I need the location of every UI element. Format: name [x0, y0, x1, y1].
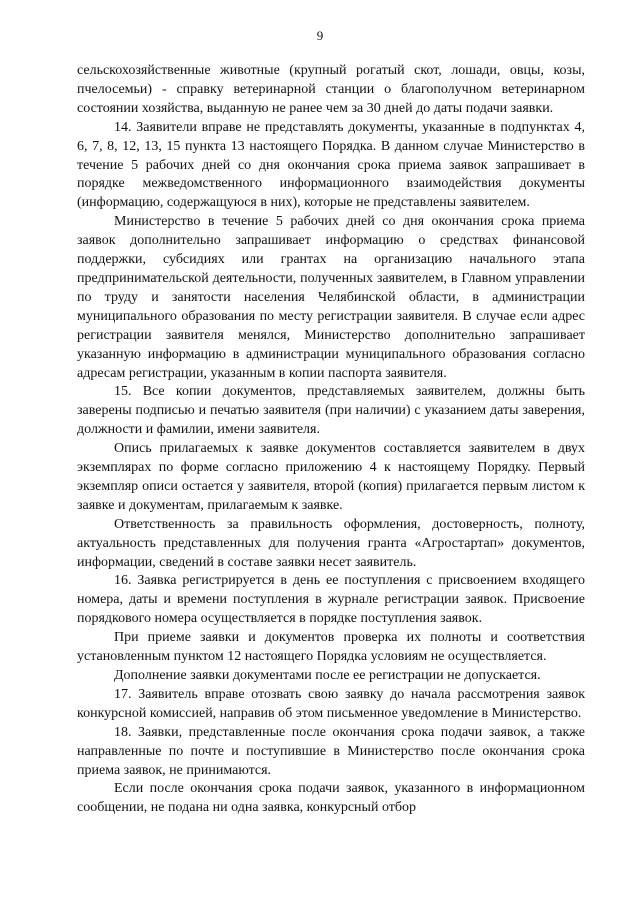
- paragraph-continuation: сельскохозяйственные животные (крупный рогатый скот, лошади, овцы, козы, пчелосемьи) - справку ветеринарной станции о благополучном ветеринарном состоянии хозяйства, выданную не ранее чем за 30 дней до даты подачи заявки.: [77, 63, 585, 116]
- paragraph-check: При приеме заявки и документов проверка их полноты и соответствия установленным пунктом 12 настоящего Порядка условиям не осуществляется.: [77, 630, 585, 665]
- paragraph-item-16: 16. Заявка регистрируется в день ее поступления с присвоением входящего номера, даты и времени поступления в журнале регистрации заявок. Присвоение порядкового номера осуществляется в порядке поступления заявок.: [77, 573, 585, 627]
- paragraph-supplement: Дополнение заявки документами после ее регистрации не допускается.: [114, 668, 541, 683]
- page-number: 9: [316, 28, 324, 43]
- paragraph-item-17: 17. Заявитель вправе отозвать свою заявку до начала рассмотрения заявок конкурсной комиссией, направив об этом письменное уведомление в Министерство.: [77, 686, 585, 721]
- document-body: [77, 62, 585, 818]
- paragraph-item-18: 18. Заявки, представленные после окончания срока подачи заявок, а также направленные по почте и поступившие в Министерство после окончания срока приема заявок, не принимаются.: [77, 724, 585, 778]
- paragraph-item-15: 15. Все копии документов, представляемых заявителем, должны быть заверены подписью и печатью заявителя (при наличии) с указанием даты заверения, должности и фамилии, имени заявителя.: [77, 384, 585, 438]
- paragraph-no-applications: Если после окончания срока подачи заявок, указанного в информационном сообщении, не подана ни одна заявка, конкурсный отбор: [77, 781, 585, 816]
- paragraph-inventory: Опись прилагаемых к заявке документов составляется заявителем в двух экземплярах по форме согласно приложению 4 к настоящему Порядку. Первый экземпляр описи остается у заявителя, второй (копия) прилагается первым листом к заявке и документам, прилагаемым к заявке.: [77, 441, 585, 513]
- paragraph-item-14: 14. Заявители вправе не представлять документы, указанные в подпунктах 4, 6, 7, 8, 12, 13, 15 пункта 13 настоящего Порядка. В данном случае Министерство в течение 5 рабочих дней со дня окончания срока приема заявок запрашивает в порядке межведомственного информационного взаимодействия документы (информацию, содержащуюся в них), которые не представлены заявителем.: [77, 119, 585, 211]
- paragraph-ministry-request: Министерство в течение 5 рабочих дней со дня окончания срока приема заявок дополнительно запрашивает информацию о средствах финансовой поддержки, субсидиях или грантах на организацию начального этапа предпринимательской деятельности, полученных заявителем, в Главном управлении по труду и занятости населения Челябинской области, в администрации муниципального образования по месту регистрации заявителя. В случае если адрес регистрации заявителя менялся, Министерство дополнительно запрашивает указанную информацию в администрации муниципального образования согласно адресам регистрации, указанным в копии паспорта заявителя.: [77, 214, 585, 381]
- paragraph-responsibility: Ответственность за правильность оформления, достоверность, полноту, актуальность представленных для получения гранта «Агростартап» документов, информации, сведений в составе заявки несет заявитель.: [77, 516, 585, 570]
